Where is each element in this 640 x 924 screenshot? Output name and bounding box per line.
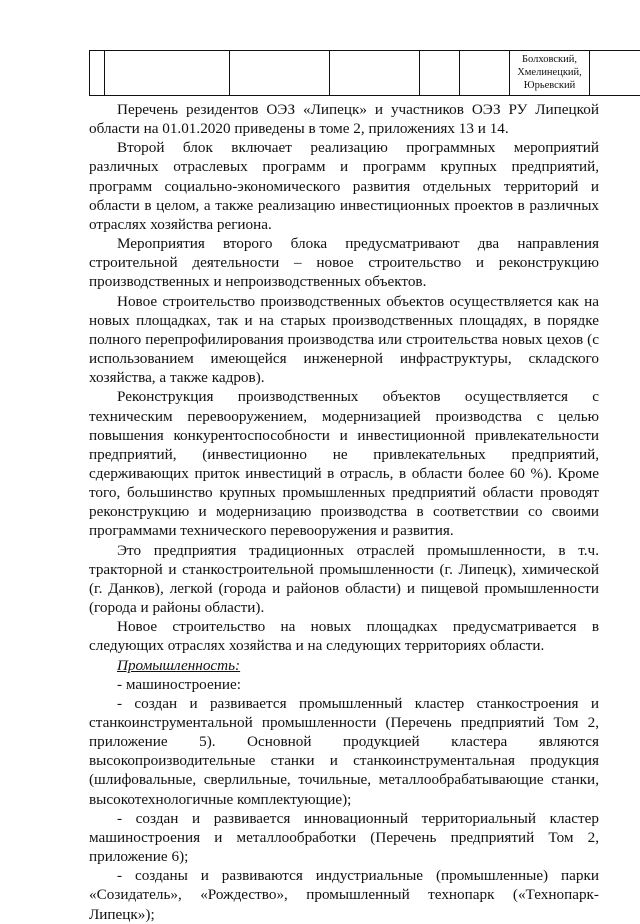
table-fragment [89, 50, 640, 96]
body-text [89, 100, 599, 924]
table-cell [330, 51, 420, 96]
paragraph-second-block: Второй блок включает реализацию программных мероприятий различных отраслевых программ и программ крупных предприятий, программ социально-экономического развития отдельных территорий и области в целом, а также реализацию инвестиционных проектов в различных отраслях хозяйства региона. [89, 138, 599, 234]
paragraph-residents: Перечень резидентов ОЭЗ «Липецк» и участников ОЭЗ РУ Липецкой области на 01.01.2020 приведены в томе 2, приложениях 13 и 14. [89, 100, 599, 138]
heading-text: Промышленность: [117, 657, 240, 674]
table-cell [90, 51, 105, 96]
cell-line: Юрьевский [510, 79, 589, 92]
cell-line: Хмелинецкий, [510, 66, 589, 79]
paragraph-new-sites: Новое строительство на новых площадках предусматривается в следующих отраслях хозяйства и на следующих территориях области. [89, 617, 599, 655]
paragraph-new-construction: Новое строительство производственных объектов осуществляется как на новых площадках, так и на старых производственных площадях, в порядке полного перепрофилирования производства или строительства новых цехов (с использованием имеющейся инженерной инфраструктуры, складского хозяйства, а также кадров). [89, 292, 599, 388]
list-item-machine-building: - машиностроение: [89, 675, 599, 694]
table-row [90, 51, 640, 96]
table-cell [460, 51, 510, 96]
table-cell [420, 51, 460, 96]
cell-line: Болховский, [510, 53, 589, 66]
table-cell [105, 51, 230, 96]
table-cell [230, 51, 330, 96]
list-item-innovation-cluster: - создан и развивается инновационный территориальный кластер машиностроения и металлообработки (Перечень предприятий Том 2, приложение 6); [89, 809, 599, 866]
paragraph-reconstruction: Реконструкция производственных объектов осуществляется с техническим перевооружением, модернизацией производства с целью повышения конкурентоспособности и инвестиционной привлекательности предприятий, (инвестиционно не привлекательных предприятий, сдерживающих приток инвестиций в отрасль, в области более 60 %). Кроме того, большинство крупных промышленных предприятий области проводят реконструкцию и модернизацию производства в соответствии со своими программами технического перевооружения и развития. [89, 387, 599, 540]
section-heading-industry [89, 656, 599, 675]
table-cell [590, 51, 640, 96]
paragraph-traditional-industries: Это предприятия традиционных отраслей промышленности, в т.ч. тракторной и станкостроительной промышленности (г. Липецк), химической (г. Данков), легкой (города и районов области) и пищевой промышленности (города и районы области). [89, 541, 599, 618]
paragraph-measures: Мероприятия второго блока предусматривают два направления строительной деятельности – новое строительство и реконструкцию производственных и непроизводственных объектов. [89, 234, 599, 291]
table-cell-districts [510, 51, 590, 96]
list-item-industrial-parks: - созданы и развиваются индустриальные (промышленные) парки «Созидатель», «Рождество», промышленный технопарк («Технопарк-Липецк»); [89, 866, 599, 923]
list-item-machine-tool-cluster: - создан и развивается промышленный кластер станкостроения и станкоинструментальной промышленности (Перечень предприятий Том 2, приложение 5). Основной продукцией кластера являются высокопроизводительные станки и станкоинструментальная продукция (шлифовальные, сверлильные, точильные, металлообрабатывающие станки, высокотехнологичные комплектующие); [89, 694, 599, 809]
